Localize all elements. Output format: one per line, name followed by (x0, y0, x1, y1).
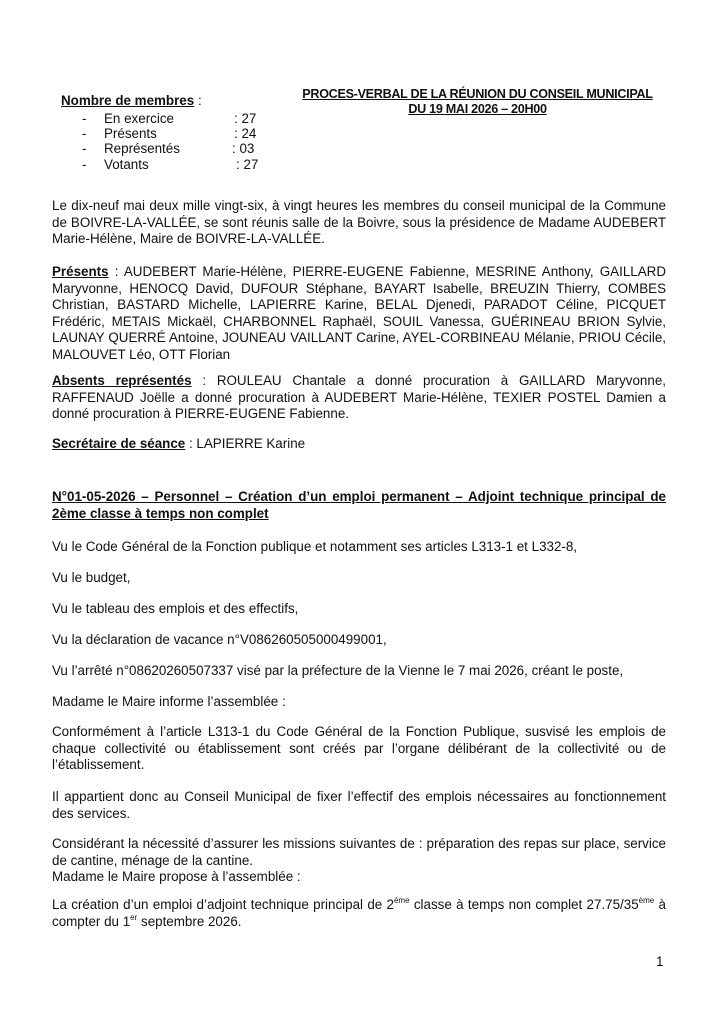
presents-list: : AUDEBERT Marie-Hélène, PIERRE-EUGENE Fabienne, MESRINE Anthony, GAILLARD Maryvonne, HENOCQ David, DUFOUR Stéphane, BAYART Isabelle, BREUZIN Thierry, COMBES Christian, BASTARD Michelle, LAPIERRE Karine, BELAL Djenedi, PARADOT Céline, PICQUET Frédéric, METAIS Mickaël, CHARBONNEL Raphaël, SOUIL Vanessa, GUÉRINEAU BRION Sylvie, LAUNAY QUERRÉ Antoine, JOUNEAU VAILLANT Carine, AYEL-CORBINEAU Mélanie, PRIOU Cécile, MALOUVET Léo, OTT Florian (52, 264, 666, 362)
paragraph-effectif: Il appartient donc au Conseil Municipal de fixer l’effectif des emplois nécessaires au fonctionnement des services. (52, 789, 666, 821)
presents-paragraph (52, 264, 666, 364)
vu-code-general: Vu le Code Général de la Fonction publique et notamment ses articles L313-1 et L332-8, (52, 539, 578, 554)
absents-paragraph (52, 373, 666, 423)
members-count-title: Nombre de membres : (61, 93, 202, 108)
vu-declaration-vacance: Vu la déclaration de vacance n°V086260505000499001, (52, 632, 387, 647)
members-count-list (61, 110, 259, 173)
paragraph-article-l313: Conformément à l’article L313-1 du Code Général de la Fonction Publique, susvisé les emplois de chaque collectivité ou établissement sont créés par l’organe délibérant de la collectivité ou de l’établissement. (52, 724, 666, 773)
vu-tableau-emplois: Vu le tableau des emplois et des effectifs, (52, 601, 299, 616)
maire-propose: Madame le Maire propose à l’assemblée : (52, 869, 301, 884)
members-count-block (61, 93, 259, 172)
members-row-votants: - Votants : 27 (82, 156, 259, 172)
paragraph-creation-emploi: La création d’un emploi d’adjoint technique principal de 2ème classe à temps non complet 27.75/35ème à compter du 1er septembre 2026. (52, 896, 666, 929)
members-row-representes: - Représentés : 03 (82, 141, 255, 157)
members-row-en-exercice: - En exercice : 27 (82, 110, 257, 126)
presents-label: Présents (52, 264, 109, 279)
absents-list: : ROULEAU Chantale a donné procuration à GAILLARD Maryvonne, RAFFENAUD Joëlle a donné procuration à AUDEBERT Marie-Hélène, TEXIER POSTEL Damien a donné procuration à PIERRE-EUGENE Fabienne. (52, 373, 666, 422)
vu-budget: Vu le budget, (52, 570, 131, 585)
document-title-line2: DU 19 MAI 2026 – 20H00 (408, 102, 547, 116)
paragraph-considerant: Considérant la nécessité d’assurer les missions suivantes de : préparation des repas sur place, service de cantine, ménage de la cantine. (52, 836, 666, 868)
deliberation-title: N°01-05-2026 – Personnel – Création d’un emploi permanent – Adjoint technique principal de 2ème classe à temps non complet (52, 489, 666, 521)
secretary-paragraph (52, 436, 666, 453)
intro-paragraph: Le dix-neuf mai deux mille vingt-six, à vingt heures les membres du conseil municipal de la Commune de BOIVRE-LA-VALLÉE, se sont réunis salle de la Boivre, sous la présidence de Madame AUDEBERT Marie-Hélène, Maire de BOIVRE-LA-VALLÉE. (52, 198, 666, 247)
secretary-name: : LAPIERRE Karine (185, 436, 306, 451)
vu-arrete: Vu l’arrêté n°08620260507337 visé par la préfecture de la Vienne le 7 mai 2026, créant le poste, (52, 663, 624, 678)
document-title (285, 87, 670, 117)
absents-label: Absents représentés (52, 373, 192, 388)
maire-informe: Madame le Maire informe l’assemblée : (52, 694, 286, 709)
document-title-line1: PROCES-VERBAL DE LA RÉUNION DU CONSEIL MUNICIPAL (302, 87, 653, 101)
secretary-label: Secrétaire de séance (52, 436, 186, 451)
members-row-presents: - Présents : 24 (82, 125, 257, 141)
page-number: 1 (656, 954, 664, 969)
